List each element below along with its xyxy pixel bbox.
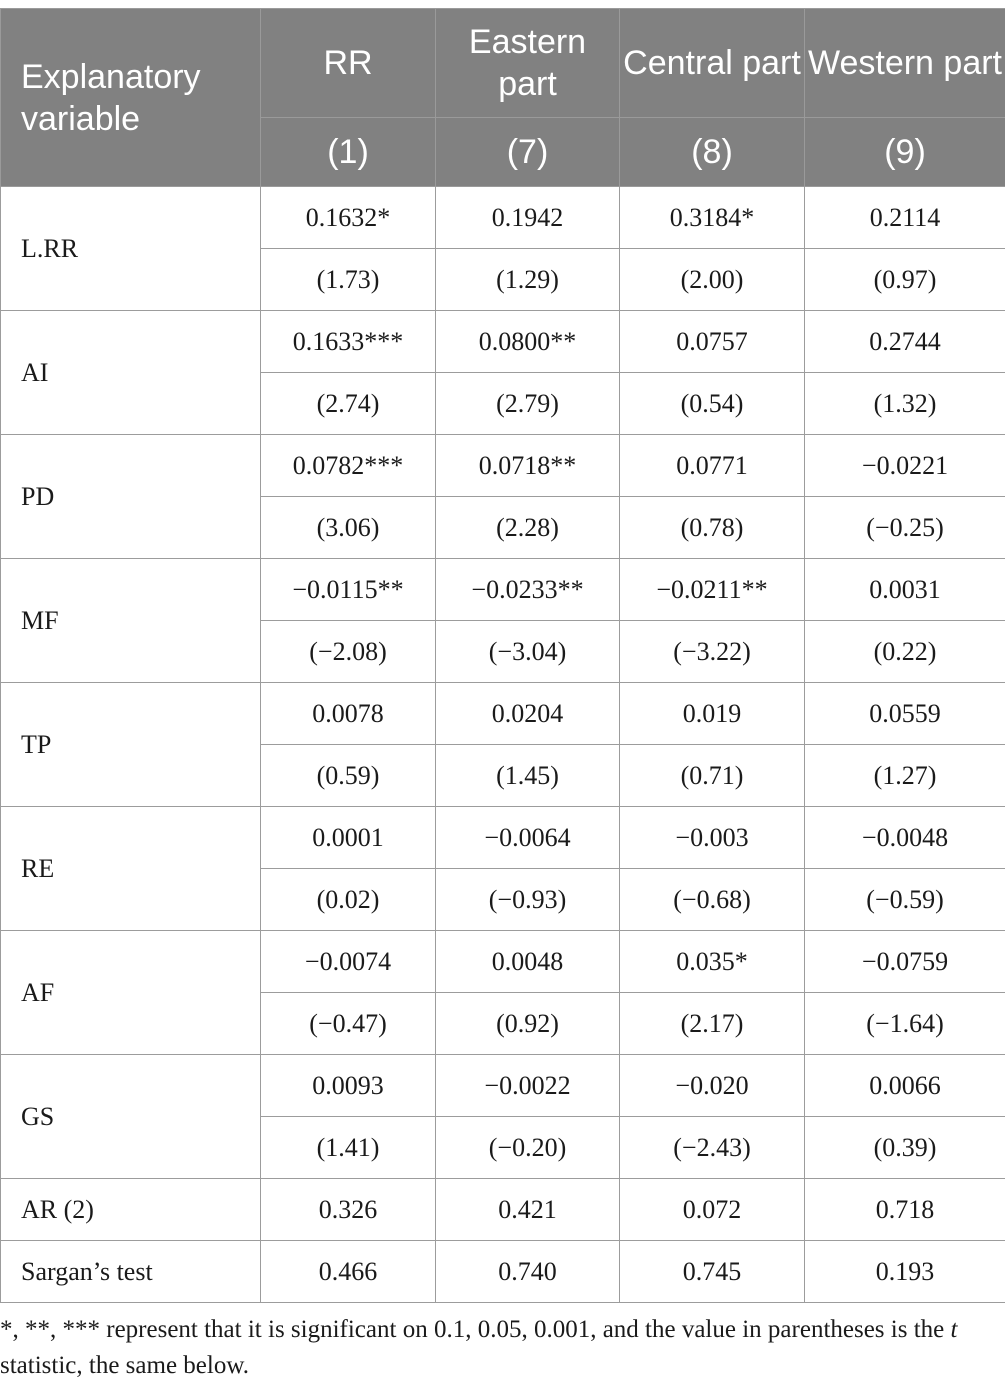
regression-table: [0, 8, 1005, 1303]
coef-cell: 0.0078: [261, 683, 436, 745]
row-label-re: RE: [1, 807, 261, 931]
coef-cell: 0.0559: [805, 683, 1005, 745]
table-row-sargan: [1, 1241, 1005, 1303]
tstat-cell: (2.79): [436, 373, 620, 435]
tstat-cell: (0.39): [805, 1117, 1005, 1179]
table-row-coef: [1, 931, 1005, 993]
coef-cell: −0.0074: [261, 931, 436, 993]
coef-cell: 0.1633***: [261, 311, 436, 373]
tstat-cell: (1.32): [805, 373, 1005, 435]
row-label-tp: TP: [1, 683, 261, 807]
header-num-western: (9): [805, 118, 1005, 187]
tstat-cell: (−0.20): [436, 1117, 620, 1179]
tstat-cell: (−0.47): [261, 993, 436, 1055]
tstat-cell: (1.45): [436, 745, 620, 807]
table-footnote: [0, 1312, 1000, 1384]
tstat-cell: (−0.25): [805, 497, 1005, 559]
row-label-gs: GS: [1, 1055, 261, 1179]
stat-cell: 0.072: [620, 1179, 805, 1241]
tstat-cell: (−1.64): [805, 993, 1005, 1055]
coef-cell: 0.035*: [620, 931, 805, 993]
header-col-central: Central part: [620, 9, 805, 118]
tstat-cell: (−2.08): [261, 621, 436, 683]
header-num-central: (8): [620, 118, 805, 187]
coef-cell: 0.0031: [805, 559, 1005, 621]
coef-cell: 0.0001: [261, 807, 436, 869]
tstat-cell: (2.00): [620, 249, 805, 311]
coef-cell: −0.0221: [805, 435, 1005, 497]
tstat-cell: (0.78): [620, 497, 805, 559]
coef-cell: 0.0771: [620, 435, 805, 497]
row-label-af: AF: [1, 931, 261, 1055]
stat-cell: 0.718: [805, 1179, 1005, 1241]
header-col-western: Western part: [805, 9, 1005, 118]
coef-cell: −0.0211**: [620, 559, 805, 621]
tstat-cell: (0.02): [261, 869, 436, 931]
coef-cell: −0.0759: [805, 931, 1005, 993]
table-row-coef: [1, 435, 1005, 497]
row-label-sargan: Sargan’s test: [1, 1241, 261, 1303]
tstat-cell: (−0.59): [805, 869, 1005, 931]
footnote-t-italic: t: [950, 1316, 958, 1343]
tstat-cell: (1.41): [261, 1117, 436, 1179]
coef-cell: −0.0233**: [436, 559, 620, 621]
coef-cell: −0.0048: [805, 807, 1005, 869]
header-explanatory-variable: Explanatory variable: [1, 9, 261, 187]
coef-cell: −0.0115**: [261, 559, 436, 621]
table-body: [1, 187, 1005, 1303]
coef-cell: 0.2114: [805, 187, 1005, 249]
row-label-ar2: AR (2): [1, 1179, 261, 1241]
coef-cell: 0.2744: [805, 311, 1005, 373]
stat-cell: 0.740: [436, 1241, 620, 1303]
table-row-coef: [1, 559, 1005, 621]
coef-cell: 0.3184*: [620, 187, 805, 249]
tstat-cell: (−0.68): [620, 869, 805, 931]
tstat-cell: (0.71): [620, 745, 805, 807]
table-row-coef: [1, 311, 1005, 373]
tstat-cell: (0.54): [620, 373, 805, 435]
coef-cell: 0.0066: [805, 1055, 1005, 1117]
footnote-text-before: *, **, *** represent that it is significant on 0.1, 0.05, 0.001, and the value in parentheses is the: [0, 1316, 951, 1343]
tstat-cell: (2.74): [261, 373, 436, 435]
stat-cell: 0.421: [436, 1179, 620, 1241]
tstat-cell: (0.92): [436, 993, 620, 1055]
stat-cell: 0.745: [620, 1241, 805, 1303]
table-row-coef: [1, 187, 1005, 249]
coef-cell: 0.1942: [436, 187, 620, 249]
tstat-cell: (0.97): [805, 249, 1005, 311]
footnote-text-after: statistic, the same below.: [0, 1352, 250, 1379]
header-col-rr: RR: [261, 9, 436, 118]
stat-cell: 0.193: [805, 1241, 1005, 1303]
tstat-cell: (3.06): [261, 497, 436, 559]
coef-cell: 0.019: [620, 683, 805, 745]
coef-cell: 0.0782***: [261, 435, 436, 497]
table-row-coef: [1, 807, 1005, 869]
tstat-cell: (2.17): [620, 993, 805, 1055]
table-row-coef: [1, 1055, 1005, 1117]
table-row-ar2: [1, 1179, 1005, 1241]
coef-cell: 0.1632*: [261, 187, 436, 249]
coef-cell: 0.0757: [620, 311, 805, 373]
row-label-lrr: L.RR: [1, 187, 261, 311]
tstat-cell: (−2.43): [620, 1117, 805, 1179]
coef-cell: 0.0204: [436, 683, 620, 745]
stat-cell: 0.326: [261, 1179, 436, 1241]
coef-cell: 0.0718**: [436, 435, 620, 497]
row-label-pd: PD: [1, 435, 261, 559]
coef-cell: 0.0093: [261, 1055, 436, 1117]
tstat-cell: (2.28): [436, 497, 620, 559]
tstat-cell: (−3.04): [436, 621, 620, 683]
tstat-cell: (0.22): [805, 621, 1005, 683]
coef-cell: 0.0800**: [436, 311, 620, 373]
coef-cell: 0.0048: [436, 931, 620, 993]
stat-cell: 0.466: [261, 1241, 436, 1303]
coef-cell: −0.003: [620, 807, 805, 869]
header-col-eastern: Eastern part: [436, 9, 620, 118]
row-label-mf: MF: [1, 559, 261, 683]
coef-cell: −0.0022: [436, 1055, 620, 1117]
header-num-eastern: (7): [436, 118, 620, 187]
tstat-cell: (1.73): [261, 249, 436, 311]
row-label-ai: AI: [1, 311, 261, 435]
coef-cell: −0.0064: [436, 807, 620, 869]
table-header: [1, 9, 1005, 187]
tstat-cell: (1.27): [805, 745, 1005, 807]
tstat-cell: (−0.93): [436, 869, 620, 931]
tstat-cell: (1.29): [436, 249, 620, 311]
table-row-coef: [1, 683, 1005, 745]
coef-cell: −0.020: [620, 1055, 805, 1117]
header-num-rr: (1): [261, 118, 436, 187]
tstat-cell: (−3.22): [620, 621, 805, 683]
tstat-cell: (0.59): [261, 745, 436, 807]
